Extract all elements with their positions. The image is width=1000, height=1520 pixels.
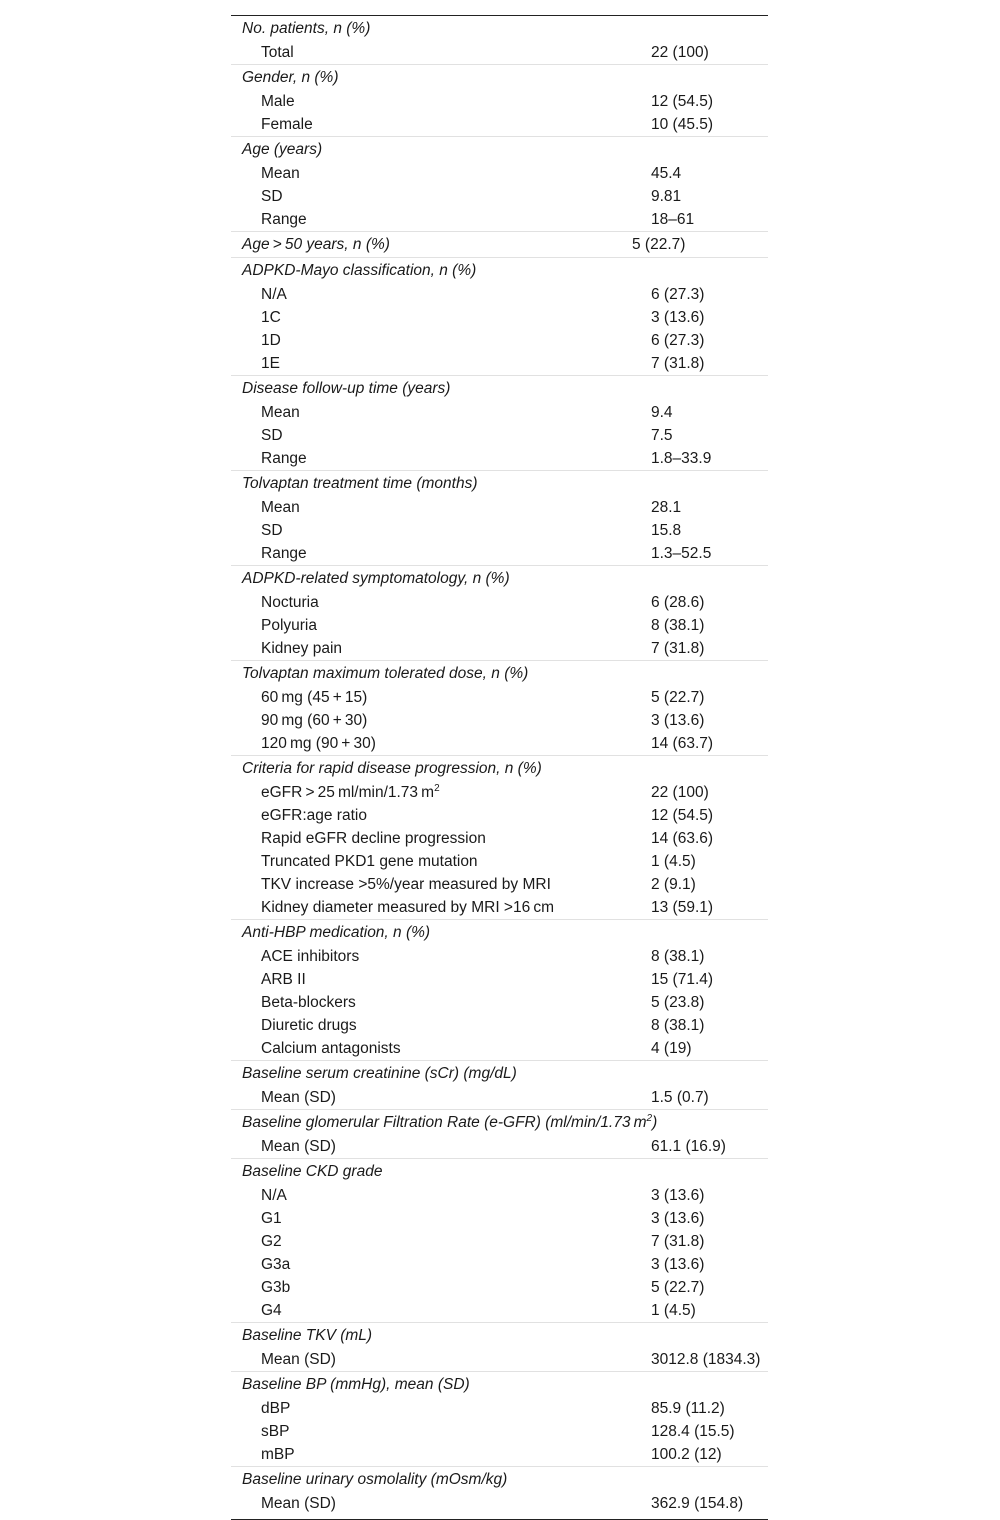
category-label	[231, 259, 632, 283]
table-group	[231, 1323, 768, 1372]
table-row	[231, 496, 768, 519]
table-row	[231, 804, 768, 827]
row-label	[231, 591, 651, 614]
table-row	[231, 90, 768, 113]
row-label	[231, 519, 651, 542]
row-label-text: eGFR > 25 ml/min/1.73 m	[261, 784, 435, 801]
category-row	[231, 376, 768, 401]
row-label	[231, 329, 651, 352]
row-label	[231, 781, 651, 804]
row-label-text: Rapid eGFR decline progression	[261, 830, 486, 847]
category-label	[231, 1324, 632, 1348]
row-label	[231, 804, 651, 827]
row-label-text: SD	[261, 188, 283, 205]
category-value: 5 (22.7)	[632, 236, 686, 253]
table-group	[231, 756, 768, 920]
row-label	[231, 686, 651, 709]
table-row	[231, 424, 768, 447]
row-value: 13 (59.1)	[651, 899, 714, 916]
row-label	[231, 1253, 651, 1276]
category-text: Disease follow-up time (years)	[242, 380, 451, 397]
row-value: 5 (22.7)	[651, 689, 705, 706]
row-value: 22 (100)	[651, 784, 709, 801]
table-group	[231, 1159, 768, 1323]
table-row	[231, 1276, 768, 1299]
category-row	[231, 566, 768, 591]
row-value: 28.1	[651, 499, 682, 516]
table-row	[231, 968, 768, 991]
table-row	[231, 781, 768, 804]
table-row	[231, 732, 768, 755]
category-label	[231, 138, 632, 162]
category-row	[231, 920, 768, 945]
row-label	[231, 424, 651, 447]
category-row	[231, 65, 768, 90]
category-row	[231, 1467, 768, 1492]
table-row	[231, 896, 768, 919]
row-value: 8 (38.1)	[651, 948, 705, 965]
row-value: 7.5	[651, 427, 673, 444]
category-label	[231, 17, 632, 41]
row-label-text: eGFR:age ratio	[261, 807, 367, 824]
row-label-text: Total	[261, 44, 294, 61]
category-row	[231, 1061, 768, 1086]
row-value: 4 (19)	[651, 1040, 692, 1057]
row-label	[231, 1492, 651, 1515]
row-value: 15.8	[651, 522, 682, 539]
row-value: 8 (38.1)	[651, 617, 705, 634]
row-label	[231, 709, 651, 732]
row-label	[231, 968, 651, 991]
table-group	[231, 232, 768, 258]
table-row	[231, 283, 768, 306]
row-value: 14 (63.7)	[651, 735, 714, 752]
row-value: 2 (9.1)	[651, 876, 696, 893]
row-label-text: ACE inhibitors	[261, 948, 360, 965]
category-text: ADPKD-related symptomatology, n (%)	[242, 570, 510, 587]
category-suffix: )	[652, 1114, 658, 1131]
table-row	[231, 1443, 768, 1466]
table-row	[231, 113, 768, 136]
table-row	[231, 686, 768, 709]
row-label-text: 1D	[261, 332, 281, 349]
category-row	[231, 1372, 768, 1397]
row-value: 22 (100)	[651, 44, 709, 61]
row-label-text: Calcium antagonists	[261, 1040, 401, 1057]
row-label	[231, 1184, 651, 1207]
row-label-text: N/A	[261, 286, 287, 303]
table-row	[231, 1420, 768, 1443]
category-text: Criteria for rapid disease progression, n (%)	[242, 760, 542, 777]
superscript: 2	[434, 783, 440, 794]
category-row	[231, 1159, 768, 1184]
row-value: 1.8–33.9	[651, 450, 712, 467]
table-row	[231, 1230, 768, 1253]
row-label	[231, 1037, 651, 1060]
category-label	[231, 472, 632, 496]
table-row	[231, 1348, 768, 1371]
table-row	[231, 709, 768, 732]
row-value: 9.81	[651, 188, 682, 205]
table-row	[231, 614, 768, 637]
table-row	[231, 873, 768, 896]
row-label-text: G1	[261, 1210, 282, 1227]
row-label-text: Range	[261, 450, 307, 467]
row-label	[231, 614, 651, 637]
row-label	[231, 1299, 651, 1322]
category-row	[231, 756, 768, 781]
category-label	[231, 233, 632, 257]
row-label-text: Mean	[261, 404, 300, 421]
row-label	[231, 1207, 651, 1230]
table-group	[231, 1110, 768, 1159]
table-group	[231, 1061, 768, 1110]
category-label	[231, 1062, 632, 1086]
table-row	[231, 1135, 768, 1158]
row-value: 14 (63.6)	[651, 830, 714, 847]
category-row	[231, 1323, 768, 1348]
row-value: 12 (54.5)	[651, 807, 714, 824]
table-row	[231, 827, 768, 850]
category-text: Anti-HBP medication, n (%)	[242, 924, 431, 941]
row-label	[231, 208, 651, 231]
category-text: No. patients, n (%)	[242, 20, 371, 37]
row-label	[231, 1014, 651, 1037]
row-label	[231, 732, 651, 755]
row-value: 7 (31.8)	[651, 355, 705, 372]
row-label	[231, 637, 651, 660]
category-text: ADPKD-Mayo classification, n (%)	[242, 262, 477, 279]
row-label-text: Beta-blockers	[261, 994, 356, 1011]
category-text: Baseline CKD grade	[242, 1163, 383, 1180]
row-label	[231, 90, 651, 113]
row-label	[231, 352, 651, 375]
table-group	[231, 1372, 768, 1467]
table-row	[231, 850, 768, 873]
category-text: Tolvaptan maximum tolerated dose, n (%)	[242, 665, 529, 682]
category-text: Tolvaptan treatment time (months)	[242, 475, 478, 492]
row-value: 9.4	[651, 404, 673, 421]
table-group	[231, 566, 768, 661]
category-text: Gender, n (%)	[242, 69, 339, 86]
row-value: 6 (27.3)	[651, 332, 705, 349]
table-row	[231, 1253, 768, 1276]
row-value: 10 (45.5)	[651, 116, 714, 133]
row-label-text: 120 mg (90 + 30)	[261, 735, 376, 752]
category-row	[231, 16, 768, 41]
row-label-text: G2	[261, 1233, 282, 1250]
row-label	[231, 850, 651, 873]
row-label	[231, 1230, 651, 1253]
category-label	[231, 377, 632, 401]
row-label	[231, 873, 651, 896]
table-row	[231, 41, 768, 64]
table-row	[231, 1397, 768, 1420]
category-text: Baseline glomerular Filtration Rate (e-GFR) (ml/min/1.73 m	[242, 1114, 647, 1131]
row-value: 7 (31.8)	[651, 1233, 705, 1250]
row-label-text: G4	[261, 1302, 282, 1319]
table-group	[231, 258, 768, 376]
row-label-text: N/A	[261, 1187, 287, 1204]
table-row	[231, 542, 768, 565]
row-value: 7 (31.8)	[651, 640, 705, 657]
category-row	[231, 258, 768, 283]
category-label	[231, 1373, 632, 1397]
row-label-text: TKV increase >5%/year measured by MRI	[261, 876, 551, 893]
row-value: 5 (23.8)	[651, 994, 705, 1011]
row-label	[231, 496, 651, 519]
table-row	[231, 185, 768, 208]
category-label	[231, 1468, 632, 1492]
table-group	[231, 1467, 768, 1515]
category-label	[231, 567, 632, 591]
row-label-text: Range	[261, 545, 307, 562]
table-row	[231, 162, 768, 185]
row-value: 18–61	[651, 211, 695, 228]
row-label	[231, 827, 651, 850]
row-value: 6 (27.3)	[651, 286, 705, 303]
row-label	[231, 1420, 651, 1443]
table-group	[231, 16, 768, 65]
row-value: 45.4	[651, 165, 682, 182]
table-row	[231, 1184, 768, 1207]
table-row	[231, 306, 768, 329]
row-value: 15 (71.4)	[651, 971, 714, 988]
row-label-text: Mean (SD)	[261, 1138, 336, 1155]
row-value: 3 (13.6)	[651, 712, 705, 729]
row-label-text: Mean	[261, 499, 300, 516]
category-row	[231, 232, 768, 257]
row-label-text: Mean (SD)	[261, 1495, 336, 1512]
category-text: Baseline BP (mmHg), mean (SD)	[242, 1376, 470, 1393]
row-label-text: 1C	[261, 309, 281, 326]
category-text: Age > 50 years, n (%)	[242, 236, 390, 253]
row-value: 8 (38.1)	[651, 1017, 705, 1034]
row-value: 12 (54.5)	[651, 93, 714, 110]
row-label	[231, 113, 651, 136]
table-group	[231, 661, 768, 756]
row-label	[231, 1348, 651, 1371]
row-label-text: G3a	[261, 1256, 291, 1273]
row-value: 3012.8 (1834.3)	[651, 1351, 761, 1368]
row-value: 1.5 (0.7)	[651, 1089, 709, 1106]
category-row	[231, 137, 768, 162]
table-group	[231, 920, 768, 1061]
row-label-text: Truncated PKD1 gene mutation	[261, 853, 478, 870]
table-row	[231, 591, 768, 614]
table-row	[231, 945, 768, 968]
category-text: Baseline TKV (mL)	[242, 1327, 373, 1344]
row-label-text: SD	[261, 427, 283, 444]
category-label	[231, 1160, 632, 1184]
row-label-text: dBP	[261, 1400, 291, 1417]
row-label-text: Diuretic drugs	[261, 1017, 357, 1034]
category-text: Age (years)	[242, 141, 323, 158]
row-value: 5 (22.7)	[651, 1279, 705, 1296]
category-label	[231, 662, 632, 686]
row-label	[231, 542, 651, 565]
table-row	[231, 208, 768, 231]
table-row	[231, 1086, 768, 1109]
category-text: Baseline serum creatinine (sCr) (mg/dL)	[242, 1065, 517, 1082]
table-row	[231, 1299, 768, 1322]
row-value: 3 (13.6)	[651, 309, 705, 326]
row-value: 85.9 (11.2)	[651, 1400, 725, 1417]
table-row	[231, 401, 768, 424]
row-label	[231, 945, 651, 968]
table-row	[231, 447, 768, 470]
table-row	[231, 329, 768, 352]
row-label-text: Range	[261, 211, 307, 228]
table-row	[231, 1037, 768, 1060]
category-label	[231, 1111, 658, 1135]
row-label	[231, 896, 651, 919]
row-label-text: Mean	[261, 165, 300, 182]
row-label-text: Mean (SD)	[261, 1351, 336, 1368]
row-value: 3 (13.6)	[651, 1210, 705, 1227]
row-label	[231, 401, 651, 424]
row-label-text: 1E	[261, 355, 280, 372]
category-row	[231, 471, 768, 496]
row-label-text: SD	[261, 522, 283, 539]
row-label-text: Male	[261, 93, 295, 110]
row-label-text: G3b	[261, 1279, 291, 1296]
row-label	[231, 1443, 651, 1466]
table-group	[231, 137, 768, 232]
row-value: 1 (4.5)	[651, 1302, 696, 1319]
row-value: 1.3–52.5	[651, 545, 712, 562]
row-value: 3 (13.6)	[651, 1187, 705, 1204]
row-label	[231, 185, 651, 208]
row-label-text: 90 mg (60 + 30)	[261, 712, 368, 729]
row-value: 6 (28.6)	[651, 594, 705, 611]
category-label	[231, 757, 632, 781]
superscript: 2	[646, 1113, 653, 1124]
row-label-text: Kidney pain	[261, 640, 343, 657]
row-value: 362.9 (154.8)	[651, 1495, 744, 1512]
row-value: 3 (13.6)	[651, 1256, 705, 1273]
row-label	[231, 991, 651, 1014]
category-label	[231, 66, 632, 90]
row-value: 1 (4.5)	[651, 853, 696, 870]
row-label-text: ARB II	[261, 971, 306, 988]
row-value: 128.4 (15.5)	[651, 1423, 735, 1440]
category-row	[231, 1110, 768, 1135]
row-label	[231, 41, 651, 64]
row-label-text: Kidney diameter measured by MRI >16 cm	[261, 899, 554, 916]
row-label	[231, 306, 651, 329]
table-group	[231, 376, 768, 471]
category-text: Baseline urinary osmolality (mOsm/kg)	[242, 1471, 508, 1488]
row-label	[231, 1397, 651, 1420]
row-value: 61.1 (16.9)	[651, 1138, 726, 1155]
row-label	[231, 283, 651, 306]
row-label-text: Mean (SD)	[261, 1089, 336, 1106]
table-row	[231, 1014, 768, 1037]
table-row	[231, 352, 768, 375]
row-label	[231, 1276, 651, 1299]
table-group	[231, 471, 768, 566]
table-group	[231, 65, 768, 137]
row-label-text: Polyuria	[261, 617, 317, 634]
row-label-text: mBP	[261, 1446, 295, 1463]
table-row	[231, 519, 768, 542]
row-label	[231, 1135, 651, 1158]
row-label-text: Nocturia	[261, 594, 319, 611]
category-label	[231, 921, 632, 945]
row-label-text: Female	[261, 116, 313, 133]
row-label	[231, 447, 651, 470]
row-label-text: sBP	[261, 1423, 290, 1440]
table-row	[231, 637, 768, 660]
row-value: 100.2 (12)	[651, 1446, 722, 1463]
row-label-text: 60 mg (45 + 15)	[261, 689, 368, 706]
row-label	[231, 162, 651, 185]
baseline-characteristics-table	[231, 15, 768, 1520]
table-row	[231, 991, 768, 1014]
table-row	[231, 1207, 768, 1230]
row-label	[231, 1086, 651, 1109]
table-row	[231, 1492, 768, 1515]
category-row	[231, 661, 768, 686]
